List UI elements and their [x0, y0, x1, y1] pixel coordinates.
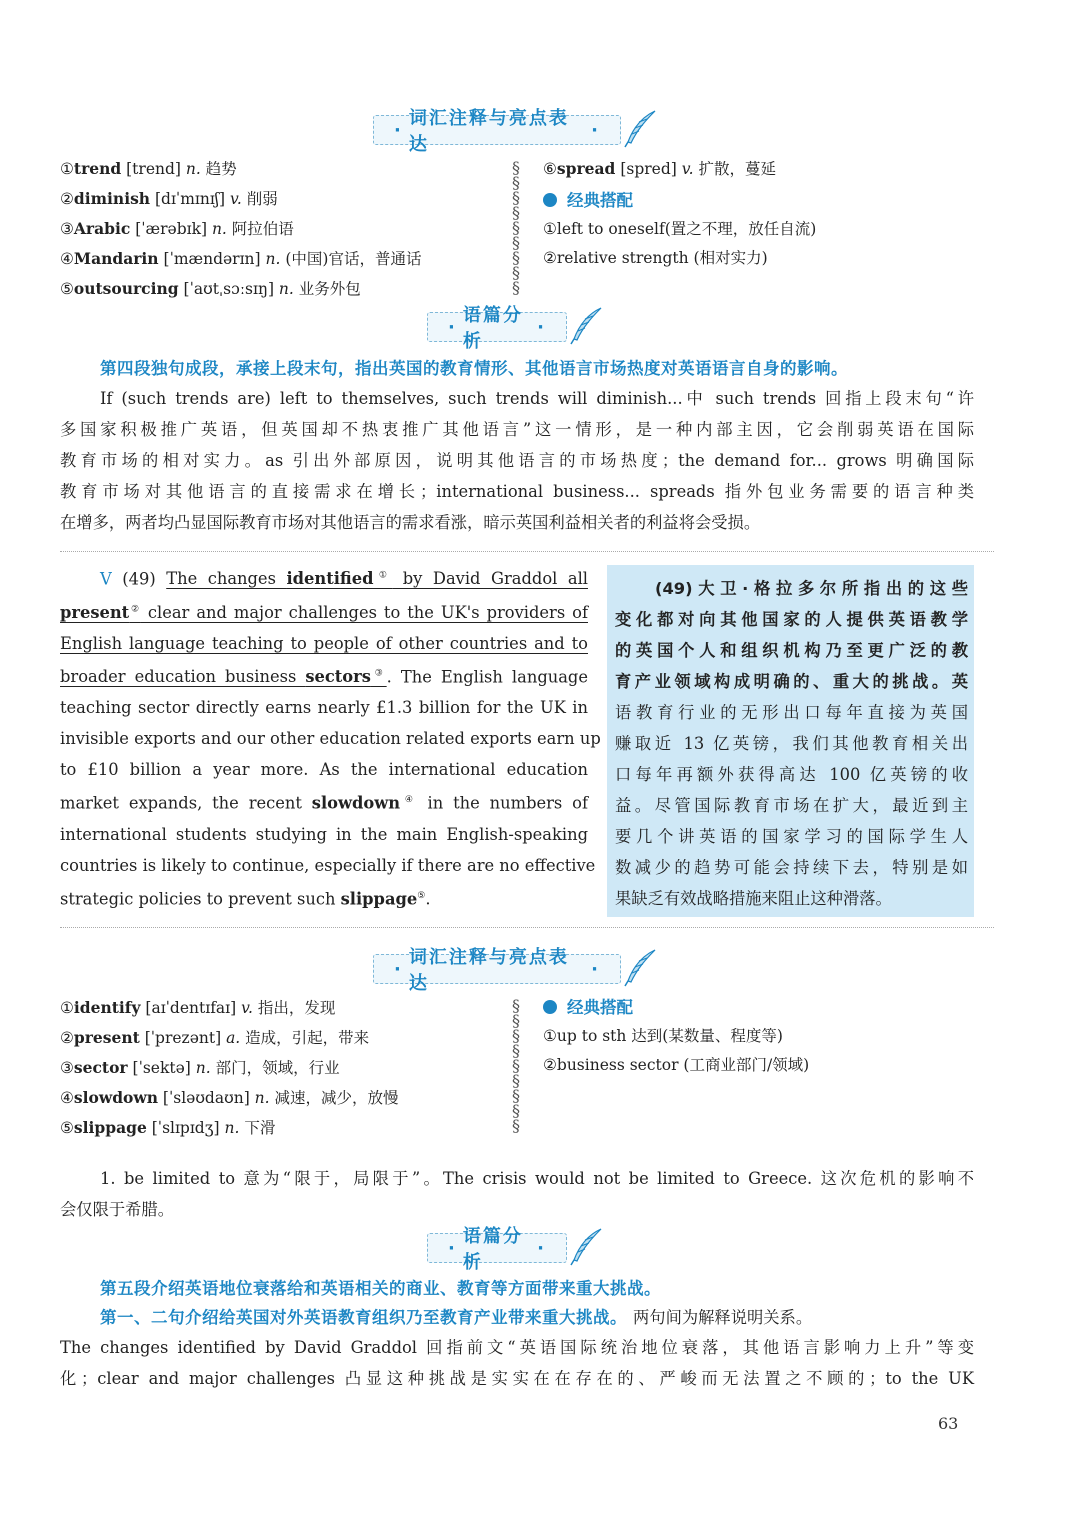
- vocab-part-of-speech: a.: [226, 1029, 241, 1047]
- section-divider: [60, 551, 994, 552]
- paragraph-roman-numeral: V: [100, 569, 112, 589]
- vocab-part-of-speech: n.: [254, 1089, 270, 1107]
- analysis-subheading-line: [100, 1304, 812, 1328]
- vocab-item: [543, 154, 973, 184]
- translation-box: [607, 565, 974, 917]
- usage-note: [60, 1163, 974, 1225]
- vocab-word: slippage: [73, 1118, 147, 1137]
- vocab-word: diminish: [73, 189, 151, 208]
- vocab-item: [60, 1113, 500, 1143]
- vocab-meaning: (中国)官话，普通话: [280, 250, 422, 268]
- english-passage: V (49) The changes identified① by David Graddol all present② clear and major challenges to the UK's providers of English language teaching to people of other countries and to broader education business sectors③. The English language teaching sector directly earns nearly £1.3 billion for the UK in invisible exports and our other education related exports earn up to £10 billion a year more. As the international education market expands, the recent slowdown④ in the numbers of international students studying in the main English-speaking countries is likely to continue, especially if there are no effective strategic policies to prevent such slippage⑤.: [60, 569, 601, 909]
- vocab-meaning: 业务外包: [293, 280, 361, 298]
- vocab-word: trend: [73, 159, 122, 178]
- vocab-item: [60, 274, 500, 304]
- vocab-meaning: 指出，发现: [252, 999, 336, 1017]
- vocab-item: [60, 993, 500, 1023]
- vocab-word: spread: [556, 159, 616, 178]
- bullet-icon: [543, 193, 557, 207]
- vocab-phonetic: [ˈaʊtˌsɔːsɪŋ]: [178, 280, 279, 298]
- translation-line: 要几个讲英语的国家学习的国际学生人: [615, 827, 968, 846]
- section-divider: [60, 927, 994, 928]
- vocab-section-title: 词汇注释与亮点表达: [408, 108, 569, 155]
- analysis-heading: 第五段介绍英语地位衰落给和英语相关的商业、教育等方面带来重大挑战。: [100, 1279, 661, 1298]
- vocab-part-of-speech: n.: [278, 280, 294, 298]
- collocation-item: ②business sector (工商业部门/领域): [543, 1056, 810, 1074]
- vocab-number: ④: [60, 1089, 74, 1107]
- vocab-word: Mandarin: [73, 249, 159, 268]
- note-line: 会仅限于希腊。: [60, 1200, 174, 1219]
- vocab-item: [60, 1023, 500, 1053]
- vocab-part-of-speech: n.: [224, 1119, 240, 1137]
- vocab-word: present: [73, 1028, 140, 1047]
- classic-collocations-heading: 经典搭配: [543, 993, 973, 1022]
- quill-pen-icon: [622, 947, 658, 987]
- vocab-list-1-right: [543, 154, 973, 273]
- translation-line: (49)大卫·格拉多尔所指出的这些: [655, 579, 968, 598]
- wavy-divider: § § § § § § § § §: [512, 996, 520, 1135]
- vocab-phonetic: [ˈærəbɪk]: [130, 220, 212, 238]
- collocation-item: ①up to sth 达到(某数量、程度等): [543, 1027, 783, 1045]
- analysis-section-banner: · 语篇分析 ·: [427, 312, 567, 342]
- translation-line: 的英国个人和组织机构乃至更广泛的教: [615, 641, 968, 660]
- vocab-word: outsourcing: [73, 279, 179, 298]
- vocab-section-banner: · 词汇注释与亮点表达 ·: [373, 115, 621, 145]
- analysis-paragraph: [60, 383, 974, 538]
- vocab-number: ③: [60, 1059, 74, 1077]
- collocation-item: ①left to oneself(置之不理，放任自流): [543, 220, 817, 238]
- vocab-number: ⑥: [543, 160, 557, 178]
- page-number: 63: [938, 1414, 959, 1433]
- quill-pen-icon: [568, 305, 604, 345]
- wavy-divider: § § § § § § § § §: [512, 158, 520, 297]
- vocab-meaning: 扩散，蔓延: [693, 160, 777, 178]
- vocab-part-of-speech: v.: [241, 999, 253, 1017]
- analysis-section-banner: · 语篇分析 ·: [427, 1233, 567, 1263]
- analysis-line: 多国家积极推广英语，但英国却不热衷推广其他语言”这一情形，是一种内部主因，它会削弱英语在国际: [60, 420, 974, 439]
- analysis-heading: 第四段独句成段，承接上段末句，指出英国的教育情形、其他语言市场热度对英语语言自身的影响。: [100, 359, 848, 378]
- analysis-section-title: 语篇分析: [462, 1226, 523, 1273]
- vocab-number: ⑤: [60, 280, 74, 298]
- vocab-item: [60, 1053, 500, 1083]
- vocab-phonetic: [ˈsektə]: [127, 1059, 196, 1077]
- vocab-part-of-speech: n.: [195, 1059, 211, 1077]
- translation-line: 育产业领域构成明确的、重大的挑战。英: [615, 672, 968, 691]
- vocab-word: identify: [73, 998, 141, 1017]
- vocab-word: sector: [73, 1058, 128, 1077]
- translation-line: 口每年再额外获得高达 100 亿英镑的收: [615, 765, 968, 784]
- passage-line: to £10 billion a year more. As the international education: [60, 760, 588, 780]
- vocab-number: ③: [60, 220, 74, 238]
- analysis-subheading: 第一、二句介绍给英国对外英语教育组织乃至教育产业带来重大挑战。: [100, 1308, 627, 1327]
- quill-pen-icon: [568, 1226, 604, 1266]
- vocab-number: ②: [60, 190, 74, 208]
- vocab-phonetic: [trend]: [121, 160, 186, 178]
- vocab-item: [60, 214, 500, 244]
- vocab-phonetic: [ˈslɪpɪdʒ]: [146, 1119, 225, 1137]
- vocab-part-of-speech: n.: [185, 160, 201, 178]
- vocab-meaning: 趋势: [200, 160, 237, 178]
- translation-line: 果缺乏有效战略措施来阻止这种滑落。: [615, 889, 892, 908]
- collocation-item: ②relative strength (相对实力): [543, 249, 768, 267]
- vocab-item: [60, 244, 500, 274]
- bullet-icon: [543, 1000, 557, 1014]
- vocab-part-of-speech: n.: [265, 250, 281, 268]
- vocab-part-of-speech: v.: [229, 190, 242, 208]
- translation-line: 数减少的趋势可能会持续下去，特别是如: [615, 858, 968, 877]
- vocab-word: slowdown: [73, 1088, 158, 1107]
- vocab-phonetic: [ˈmændərɪn]: [158, 250, 266, 268]
- passage-line: international students studying in the main English-speaking: [60, 824, 588, 844]
- vocab-meaning: 阿拉伯语: [226, 220, 294, 238]
- vocab-phonetic: [spred]: [615, 160, 682, 178]
- vocab-number: ④: [60, 250, 74, 268]
- quill-pen-icon: [622, 108, 658, 148]
- vocab-list-2: [60, 993, 500, 1143]
- vocab-section-banner: · 词汇注释与亮点表达 ·: [373, 954, 621, 984]
- vocab-meaning: 削弱: [241, 190, 278, 208]
- vocab-part-of-speech: v.: [681, 160, 694, 178]
- analysis-subheading-tail: 两句间为解释说明关系。: [633, 1308, 813, 1327]
- vocab-part-of-speech: n.: [211, 220, 227, 238]
- analysis-paragraph: [60, 1332, 974, 1394]
- vocab-item: [60, 154, 500, 184]
- analysis-line: The changes identified by David Graddol 回指前文“英语国际统治地位衰落，其他语言影响力上升”等变: [60, 1338, 974, 1357]
- vocab-meaning: 部门，领域，行业: [210, 1059, 340, 1077]
- translation-line: 赚取近 13 亿英镑，我们其他教育相关出: [615, 734, 968, 753]
- vocab-meaning: 减速，减少，放慢: [269, 1089, 399, 1107]
- vocab-number: ①: [60, 999, 74, 1017]
- passage-line: invisible exports and our other education related exports earn up: [60, 729, 601, 749]
- vocab-number: ⑤: [60, 1119, 74, 1137]
- note-line: 1. be limited to 意为“限于，局限于”。The crisis would not be limited to Greece. 这次危机的影响不: [100, 1169, 974, 1188]
- vocab-phonetic: [aɪˈdentɪfaɪ]: [140, 999, 242, 1017]
- vocab-phonetic: [ˈprezənt]: [139, 1029, 227, 1047]
- passage-line: countries is likely to continue, especially if there are no effective: [60, 855, 596, 875]
- classic-collocations-heading: 经典搭配: [543, 186, 973, 215]
- vocab-section-title: 词汇注释与亮点表达: [408, 947, 569, 994]
- analysis-line: 教育市场的相对实力。as 引出外部原因，说明其他语言的市场热度；the demand for... grows 明确国际: [60, 451, 974, 470]
- analysis-line: If (such trends are) left to themselves, such trends will diminish...中 such trends 回指上段末句“许: [100, 389, 974, 408]
- vocab-number: ②: [60, 1029, 74, 1047]
- vocab-meaning: 下滑: [239, 1119, 276, 1137]
- vocab-item: [60, 184, 500, 214]
- analysis-line: 教育市场对其他语言的直接需求在增长；international business... spreads 指外包业务需要的语言种类: [60, 482, 974, 501]
- analysis-section-title: 语篇分析: [462, 305, 523, 352]
- passage-line: teaching sector directly earns nearly £1.3 billion for the UK in: [60, 698, 588, 718]
- vocab-meaning: 造成，引起，带来: [240, 1029, 370, 1047]
- analysis-line: 在增多，两者均凸显国际教育市场对其他语言的需求看涨，暗示英国利益相关者的利益将会受损。: [60, 513, 761, 532]
- vocab-number: ①: [60, 160, 74, 178]
- vocab-phonetic: [ˈsləʊdaʊn]: [158, 1089, 255, 1107]
- translation-line: 益。尽管国际教育市场在扩大，最近到主: [615, 796, 968, 815]
- vocab-phonetic: [dɪˈmɪnɪʃ]: [150, 190, 230, 208]
- translation-line: 语教育行业的无形出口每年直接为英国: [615, 703, 968, 722]
- analysis-line: 化；clear and major challenges 凸显这种挑战是实实在在存在的、严峻而无法置之不顾的；to the UK: [60, 1369, 974, 1388]
- vocab-list-1: [60, 154, 500, 304]
- vocab-list-2-right: [543, 993, 973, 1080]
- vocab-word: Arabic: [73, 219, 131, 238]
- vocab-item: [60, 1083, 500, 1113]
- translation-line: 变化都对向其他国家的人提供英语教学: [615, 610, 968, 629]
